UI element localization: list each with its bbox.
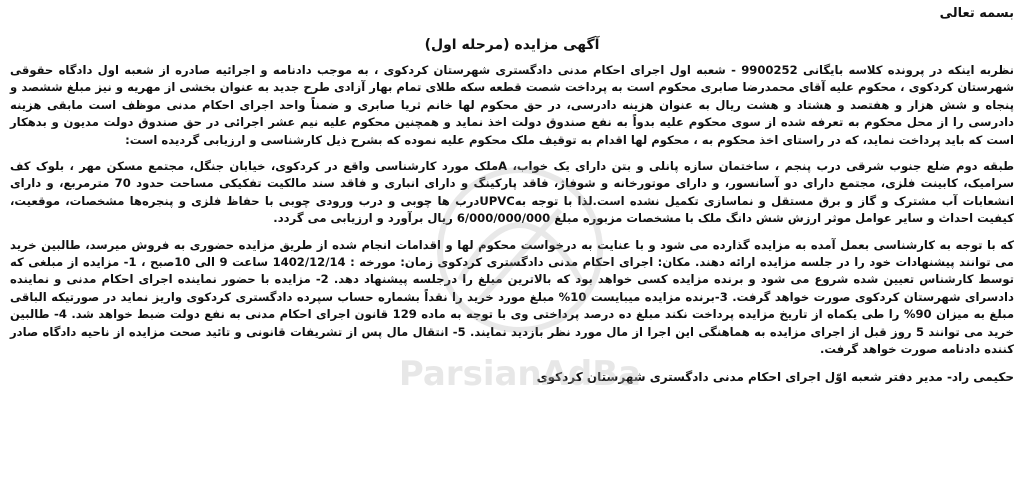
watermark-text: ParsianAdBa [398,354,642,394]
property-description-paragraph: طبقه دوم ضلع جنوب شرقی درب پنجم ، ساختمان سازه پانلی و بتن دارای یک خواب، Aملک مورد کارشناسی واقع در کردکوی، خیابان جنگل، مجتمع مسکن مهر ، بلوک کف سرامیک، کابینت فلزی، مجتمع دارای دو آسانسور، و دارای موتورخانه و شوفاژ، فاقد پارکینگ و دارای انباری و فاقد سند مالکیت تفکیکی مساحت حدود 70 مترمربع، و دارای انشعابات آب مشترک و گاز و برق مستقل و نماسازی تکمیل نشده است.لذا با توجه بهUPVCدرب ها چوبی و درب ورودی چوبی با حفاظ فلزی و پنجره‌ها مشخصات، موقعیت، کیفیت احداث و سایر عوامل موثر ارزش شش دانگ ملک با مشخصات مزبوره مبلغ 6/000/000/000 ریال برآورد و ارزیابی می گردد. [10,159,1014,226]
auction-terms-paragraph: که با توجه به کارشناسی بعمل آمده به مزایده گذارده می شود و با عنایت به درخواست محکوم لها و اقدامات انجام شده از طریق مزایده حضوری به فروش میرسد، طالبین خرید می توانند پیشنهادات خود را در جلسه مزایده ارائه دهند. مکان: اجرای احکام مدنی دادگستری کردکوی زمان: مورخه : 1402/12/14 ساعت 9 الی 10صبح ، 1- مزایده از مبلغی که توسط کارشناس تعیین شده شروع می شود و برنده مزایده کسی خواهد بود که بالاترین مبلغ را درجلسه پیشنهاد دهد. 2- مزایده با حضور نماینده اجرای احکام مدنی و نماینده دادسرای شهرستان کردکوی صورت خواهد گرفت. 3-برنده مزایده میبایست 10% مبلغ مورد خرید را نقداً بشماره حساب سپرده دادگستری کردکوی واریز نماید در صورتیکه الباقی مبلغ به میزان 90% را طی یکماه از تاریخ مزایده پرداخت نکند مبلغ ده درصد پرداختی وی با توجه به ماده 129 قانون اجرای احکام مدنی به نفع دولت ضبط خواهد شد. 4- طالبین خرید می توانند 5 روز قبل از اجرای مزایده به هماهنگی این اجرا از مال مورد نظر بازدید نمایند. 5- انتقال مال پس از تشریفات قانونی و تائید صحت مزایده از ناحیه دادگاه صادر کننده دادنامه صورت خواهد گرفت. [10,237,1014,357]
bismillah-heading: بسمه تعالی [939,6,1014,21]
office-signature: حکیمی راد- مدیر دفتر شعبه اوّل اجرای احکام مدنی دادگستری شهرستان کردکوی [536,369,1014,384]
intro-paragraph: نظربه اینکه در پرونده کلاسه بایگانی 9900252 - شعبه اول اجرای احکام مدنی دادگستری شهرستان کردکوی ، به موجب دادنامه و اجرائیه صادره از شعبه اول دادگاه حقوقی شهرستان کردکوی ، محکوم علیه آقای محمدرضا صابری محکوم است به پرداخت شصت قطعه سکه طلای تمام بهار آزادی طرح جدید به عنوان بخشی از مهریه و نیز مبلغ ششصد و پنجاه و شش هزار و هفتصد و هشتاد و هشت ریال به عنوان هزینه دادرسی، در حق محکوم لها خانم ثریا صابری و ضمناً واحد اجرای احکام مدنی موظف است مابقی هزینه دادرسی را از محل محکوم به تعرفه شده از سوی محکوم علیه بدواً به نفع صندوق دولت اخذ نماید و همچنین محکوم علیه نیم عشر اجرائی در حق صندوق دولت مدیون و بدهکار است که باید پرداخت نماید، که در راستای اخذ محکوم به ، محکوم لها اقدام به توقیف ملک محکوم علیه نموده که بشرح ذیل کارشناسی و ارزیابی گردیده است: [10,63,1014,147]
notice-title: آگهی مزایده (مرحله اول) [424,37,600,53]
